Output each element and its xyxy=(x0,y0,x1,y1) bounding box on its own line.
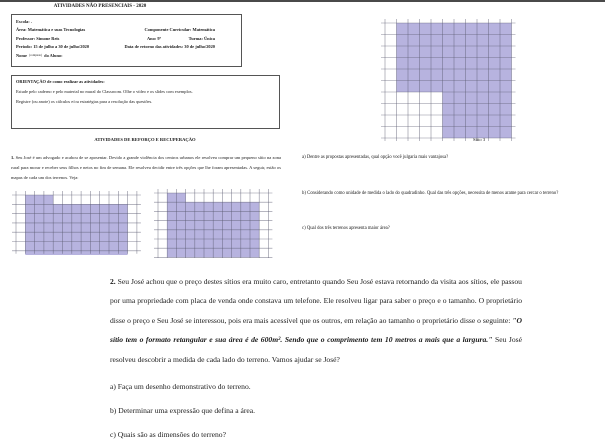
orientation-box xyxy=(11,75,280,129)
school-field: Escola: . xyxy=(16,18,32,24)
orientation-line-1: Estude pelo caderno e pelo material no mural do Classroom. Olhe o vídeo e os slides com exemplos. xyxy=(16,89,193,94)
question-2-body-1: Seu José achou que o preço destes sítios era muito caro, entretanto quando Seu José estava retornando da visita aos sítios, ele passou por uma propriedade com placa de venda onde constava um telefone. Ele resolveu ligar para saber o preço e o tamanho. O proprietário disse o preço e Seu José se interessou, pois era mais acessível que os outros, em relação ao tamanho o proprietário disse o seguinte: xyxy=(110,277,522,325)
header-box xyxy=(11,14,242,67)
question-1c: c) Qual dos três terrenos apresenta maior área? xyxy=(302,226,390,231)
return-date-field: Data de retorno das atividades: 30 de julho/2020 xyxy=(124,44,215,50)
question-1-body: Seu José é um advogado e acabou de se aposentar. Devido a grande violência dos centros urbanos ele resolveu comprar um pequeno sítio na zona rural para morar e receber seus filhos e netos no fim de semana. Ele resolveu decidir entre três opções que lhe foram apresentadas. A seguir, estão os mapas de cada um dos terrenos. Veja: xyxy=(11,155,281,180)
question-1a: a) Dentre as propostas apresentadas, qual opção você julgaria mais vantajosa? xyxy=(302,155,449,160)
question-1b: b) Considerando como unidade de medida o lado do quadradinho. Qual das três opções, necessita de menos arame para cercar o terreno? xyxy=(302,191,559,196)
student-name-label: Nome xyxy=(16,52,27,58)
question-1-text xyxy=(11,153,281,183)
document-title: ATIVIDADES NÃO PRESENCIAIS - 2020 xyxy=(53,4,147,9)
orientation-heading: ORIENTAÇÃO de como realizar as atividades: xyxy=(16,79,105,84)
question-1-number: 1. xyxy=(11,155,15,160)
question-2-text xyxy=(110,272,522,369)
question-2-quote: "O sítio tem o formato retangular e sua área é de 600m². Sendo que o comprimento tem 10 metros a mais que a largura." xyxy=(110,315,522,345)
site-3-map xyxy=(381,17,521,142)
question-2a: a) Faça um desenho demonstrativo do terreno. xyxy=(110,382,251,391)
site-2-map xyxy=(150,188,290,258)
class-field: Turma: Única xyxy=(188,35,215,41)
component-field: Componente Curricular: Matemática xyxy=(144,27,215,33)
question-2-body-2: Seu José resolveu descobrir a medida de cada lado do terreno. Vamos ajudar se José? xyxy=(110,335,522,364)
section-title: ATIVIDADES DE REFORÇO E RECUPERAÇÃO xyxy=(94,137,196,142)
question-2c: c) Quais são as dimensões do terreno? xyxy=(110,430,226,439)
student-name-suffix: do Aluno: xyxy=(44,52,63,58)
area-field: Área: Matemática e suas Tecnologias xyxy=(16,27,86,33)
site-3-caption: Sítio 3 xyxy=(473,137,486,142)
teacher-field: Professor: Simone Reis xyxy=(16,35,60,41)
student-name-note: (completo) xyxy=(28,53,43,58)
question-2-number: 2. xyxy=(110,277,116,286)
site-1-map xyxy=(12,191,142,255)
period-field: Período: 15 de julho a 30 de julho/2020 xyxy=(16,44,90,50)
year-field: Ano: 9º xyxy=(147,35,162,41)
question-2b: b) Determinar uma expressão que defina a área. xyxy=(110,406,256,415)
orientation-line-2: Registre (ou anote) os cálculos e/ou estratégias para a resolução das questões. xyxy=(16,99,153,104)
viewer-top-bar xyxy=(0,0,605,2)
